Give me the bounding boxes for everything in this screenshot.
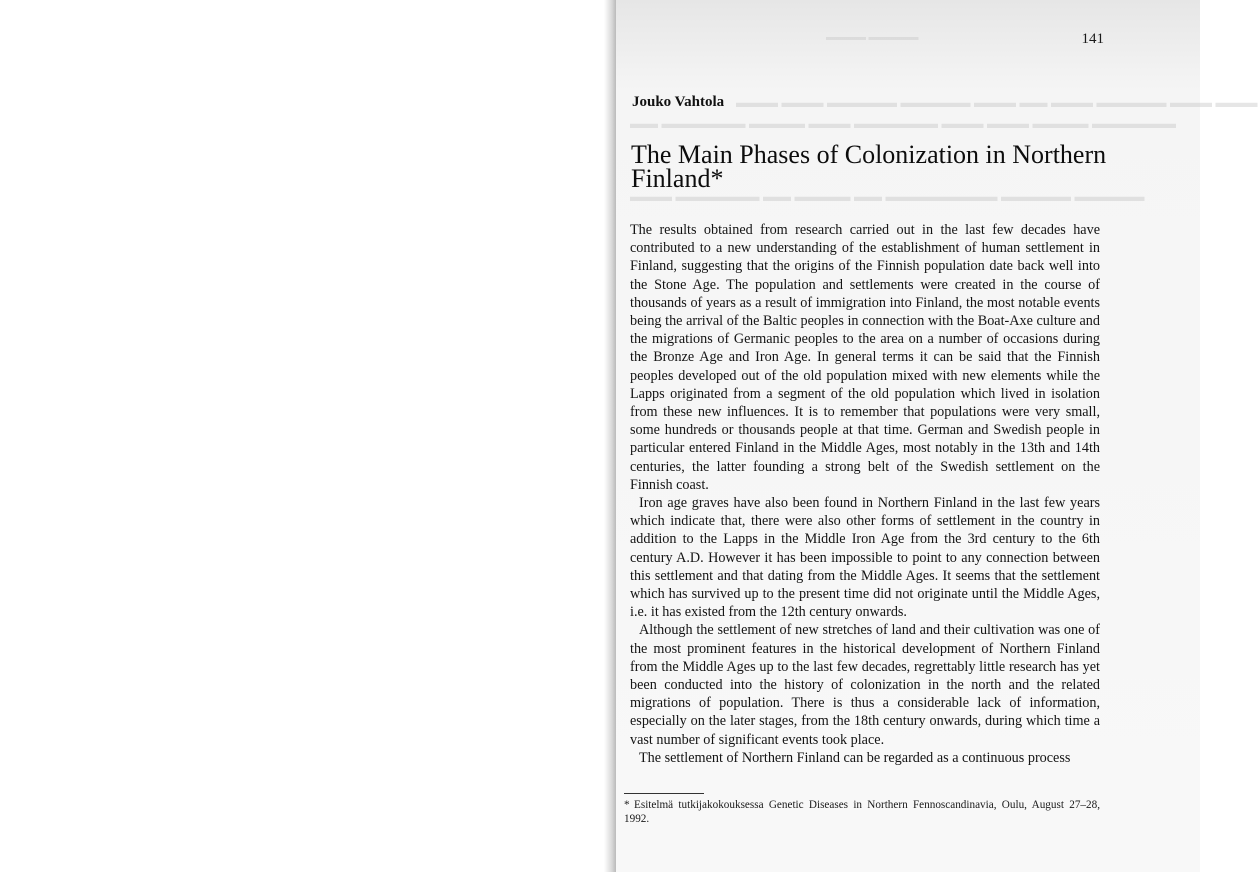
footnote [624, 799, 1100, 826]
footnote-marker: * [624, 799, 630, 811]
page-number: 141 [1081, 31, 1104, 47]
right-page [616, 0, 1258, 872]
body-paragraph-4: The settlement of Northern Finland can be regarded as a continuous process [639, 749, 1071, 766]
bleed-through-text: ▬▬ ▬▬▬▬▬▬ ▬▬▬▬ ▬▬▬ ▬▬▬▬▬▬ ▬▬▬ ▬▬▬ ▬▬▬▬ ▬▬▬▬▬▬ [630, 117, 1176, 132]
footnote-divider [624, 793, 704, 794]
body-paragraph-1: The results obtained from research carried out in the last few decades have contributed to a new understanding of the establishment of human settlement in Finland, suggesting that the origins of the Finnish population date back well into the Stone Age. The population and settlements were created in the course of thousands of years as a result of immigration into Finland, the most notable events being the arrival of the Baltic peoples in connection with the Boat-Axe culture and the migrations of Germanic peoples to the area on a number of occasions during the Bronze Age and Iron Age. In general terms it can be said that the Finnish peoples developed out of the old population mixed with new elements while the Lapps originated from a segment of the old population which lived in isolation from these new influences. It is to remember that populations were very small, some hundreds or thousands people at that time. German and Swedish people in particular entered Finland in the Middle Ages, most notably in the 13th and 14th centuries, the latter founding a strong belt of the Swedish settlement on the Finnish coast. [630, 222, 1100, 493]
body-paragraph-3: Although the settlement of new stretches of land and their cultivation was one of the most prominent features in the historical development of Northern Finland from the Middle Ages up to the last few decades, regrettably little research has yet been conducted into the history of colonization in the north and the related migrations of population. There is thus a considerable lack of information, especially on the later stages, from the 18th century onwards, during which time a vast number of significant events took place. [630, 622, 1100, 748]
bleed-through-text: ▬▬▬ ▬▬▬▬▬▬ ▬▬ ▬▬▬▬ ▬▬ ▬▬▬▬▬▬▬▬ ▬▬▬▬▬ ▬▬▬▬▬ [630, 190, 1145, 205]
article-author: Jouko Vahtola [632, 94, 725, 110]
article-title: The Main Phases of Colonization in Northern Finland* [631, 140, 1107, 193]
article-body [630, 221, 1100, 767]
left-page-blank [0, 0, 612, 872]
bleed-through-text: ▬▬▬ ▬▬▬ ▬▬▬▬▬ ▬▬▬▬▬ ▬▬▬ ▬▬ ▬▬▬ ▬▬▬▬▬ ▬▬▬ ▬▬▬ [736, 96, 1258, 111]
footnote-text: Esitelmä tutkijakokouksessa Genetic Diseases in Northern Fennoscandinavia, Oulu, August 27–28, 1992. [624, 799, 1100, 825]
body-paragraph-2: Iron age graves have also been found in Northern Finland in the last few years which indicate that, there were also other forms of settlement in the country in addition to the Lapps in the Middle Iron Age from the 3rd century to the 6th century A.D. However it has been impossible to point to any connection between this settlement and that dating from the Middle Ages. It seems that the settlement which has survived up to the present time did not originate until the Middle Ages, i.e. it has existed from the 12th century onwards. [630, 495, 1100, 621]
bleed-through-text: ▬▬▬▬ ▬▬▬▬▬ [826, 32, 919, 43]
